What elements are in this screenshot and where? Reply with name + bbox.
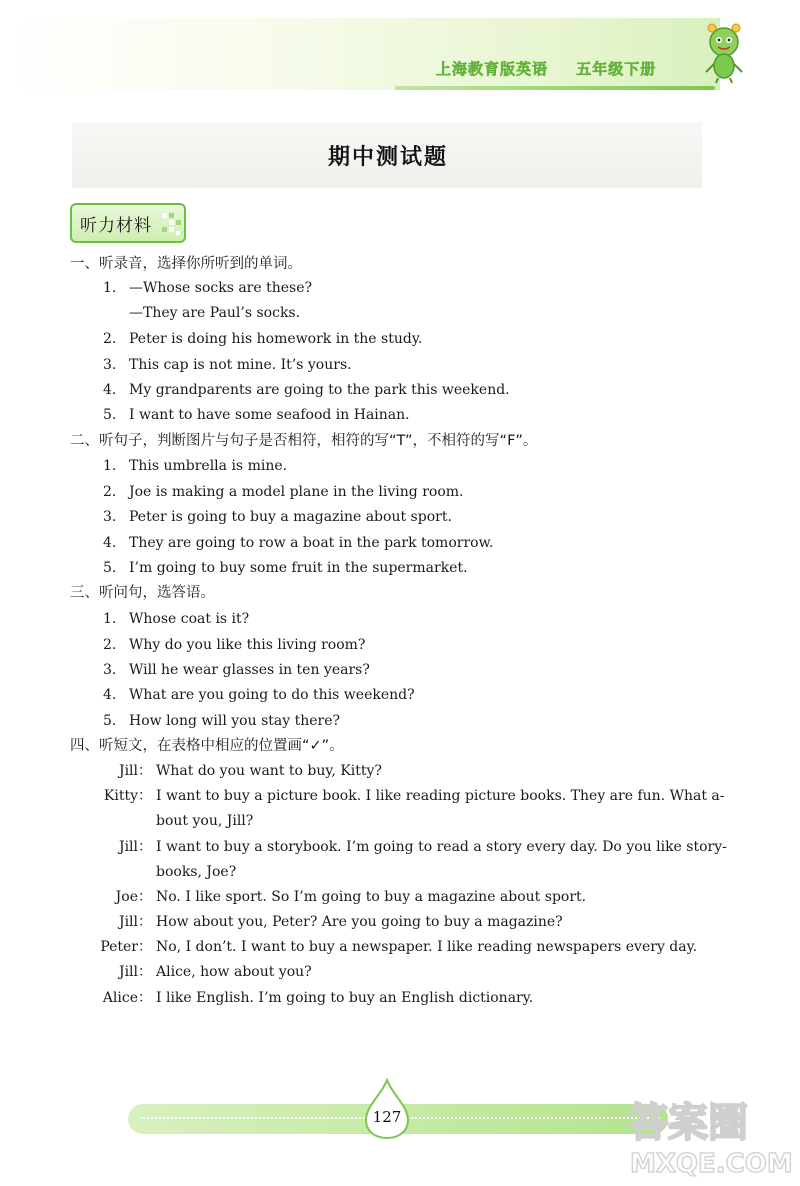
book-name: 上海教育版英语 — [436, 60, 549, 78]
watermark-logo — [620, 1088, 795, 1178]
grade-label: 五年级下册 — [576, 60, 657, 78]
speaker-name: Kitty： — [103, 788, 152, 804]
speaker-name: Peter： — [100, 939, 152, 955]
section-heading: 三、听问句，选答语。 — [70, 585, 215, 601]
speaker-name: Joe： — [115, 889, 152, 905]
speaker-name: Jill： — [118, 763, 152, 779]
page-number: 127 — [372, 1108, 402, 1126]
watermark-main: 答案圈 — [628, 1100, 748, 1146]
watermark-sub: MXQE.COM — [630, 1149, 793, 1178]
section-heading: 二、听句子，判断图片与句子是否相符，相符的写“T”，不相符的写“F”。 — [70, 433, 538, 449]
header-rule — [395, 86, 715, 90]
section-badge — [70, 203, 186, 243]
page-title: 期中测试题 — [327, 145, 448, 170]
section-heading: 一、听录音，选择你所听到的单词。 — [70, 256, 302, 272]
running-header — [436, 58, 656, 82]
speaker-name: Alice： — [102, 990, 152, 1006]
pixel-decoration-icon — [160, 211, 182, 237]
section-heading: 四、听短文，在表格中相应的位置画“✓”。 — [70, 738, 344, 754]
speaker-name: Jill： — [118, 839, 152, 855]
badge-label: 听力材料 — [80, 216, 152, 236]
mascot-icon — [700, 22, 748, 84]
speaker-name: Jill： — [118, 914, 152, 930]
speaker-name: Jill： — [118, 964, 152, 980]
